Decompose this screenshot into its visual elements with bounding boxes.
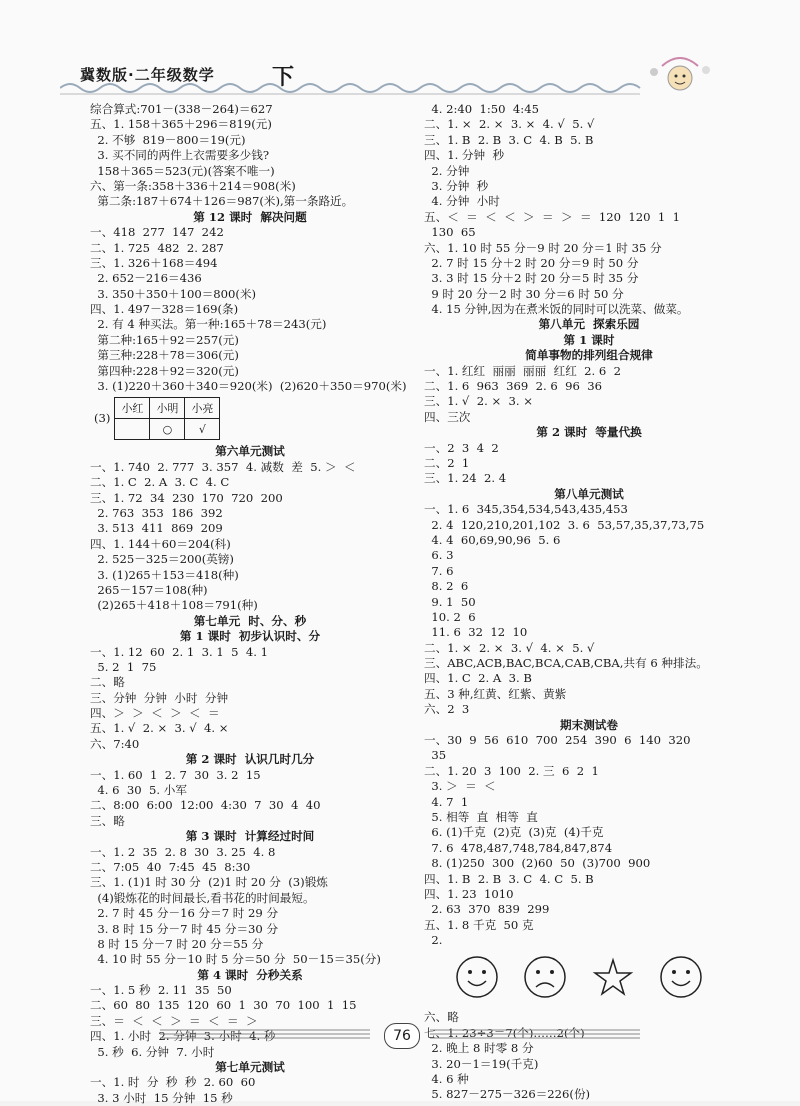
section-heading: 第 2 课时 认识几时几分 bbox=[185, 752, 315, 767]
header-title: 冀数版·二年级数学 bbox=[80, 66, 215, 84]
answer-line: 五、1. 158＋365＋296＝819(元) bbox=[90, 117, 272, 132]
answer-line: 4. 6 30 5. 小军 bbox=[90, 783, 187, 798]
answer-line: 一、418 277 147 242 bbox=[90, 225, 224, 240]
answer-line: 二、1. × 2. × 3. × 4. √ 5. √ bbox=[424, 117, 595, 132]
section-heading: 第八单元测试 bbox=[554, 486, 624, 501]
answer-line: 8 时 15 分－7 时 20 分＝55 分 bbox=[90, 936, 264, 951]
answer-line: 一、30 9 56 610 700 254 390 6 140 320 bbox=[424, 733, 691, 748]
left-column bbox=[90, 102, 410, 1106]
answer-line: (2)265＋418＋108＝791(种) bbox=[90, 598, 258, 613]
answer-line: 第四种:228＋92＝320(元) bbox=[90, 363, 239, 378]
answer-line: 六、7:40 bbox=[90, 736, 140, 751]
answer-line: 8. (1)250 300 (2)60 50 (3)700 900 bbox=[424, 856, 651, 871]
frown-icon bbox=[522, 954, 568, 1000]
section-heading: 简单事物的排列组合规律 bbox=[525, 348, 653, 363]
answer-line: 二、1. C 2. A 3. C 4. C bbox=[90, 475, 230, 490]
section-heading: 第六单元测试 bbox=[215, 444, 285, 459]
answer-line: 3. 买不同的两件上衣需要多少钱? bbox=[90, 148, 270, 163]
answer-line: 七、1. 23÷3＝7(个)……2(个) bbox=[424, 1025, 585, 1040]
answer-line: 二、1. 6 963 369 2. 6 96 36 bbox=[424, 379, 603, 394]
grid-mark: √ bbox=[185, 419, 220, 440]
answer-line: 四、1. 144＋60＝204(科) bbox=[90, 536, 231, 551]
answer-line: 一、1. 2 35 2. 8 30 3. 25 4. 8 bbox=[90, 844, 276, 859]
answer-line: 五、1. 8 千克 50 克 bbox=[424, 917, 534, 932]
answer-line: 五、1. √ 2. × 3. √ 4. × bbox=[90, 721, 229, 736]
answer-line: 3. 20－1＝19(千克) bbox=[424, 1056, 539, 1071]
answer-line: 三、1. B 2. B 3. C 4. B 5. B bbox=[424, 132, 594, 147]
answer-line: 5. 827－275－326＝226(份) bbox=[424, 1087, 591, 1102]
answer-line: 五、3 种,红黄、红紫、黄紫 bbox=[424, 686, 567, 701]
answer-line: 3. ＞ ＝ ＜ bbox=[424, 779, 496, 794]
answer-line: 六、2 3 bbox=[424, 702, 470, 717]
answer-line: 综合算式:701－(338－264)＝627 bbox=[90, 102, 273, 116]
header-volume: 下 bbox=[272, 65, 295, 90]
answer-line: 三、分钟 分钟 小时 分钟 bbox=[90, 690, 229, 705]
section-heading: 第 3 课时 计算经过时间 bbox=[185, 829, 315, 844]
header-cartoon-icon bbox=[640, 48, 720, 98]
answer-line: 六、1. 10 时 55 分－9 时 20 分＝1 时 35 分 bbox=[424, 240, 662, 255]
answer-line: 35 bbox=[424, 748, 447, 763]
answer-line: 130 65 bbox=[424, 225, 476, 240]
answer-line: 4. 6 种 bbox=[424, 1072, 469, 1087]
answer-line: 4. 4 60,69,90,96 5. 6 bbox=[424, 532, 561, 547]
answer-line: 2. 有 4 种买法。第一种:165＋78＝243(元) bbox=[90, 317, 327, 332]
answer-line: 2. 晚上 8 时零 8 分 bbox=[424, 1041, 534, 1056]
answer-line: 四、＞ ＞ ＜ ＞ ＜ ＝ bbox=[90, 706, 220, 721]
answer-line: 一、1. 740 2. 777 3. 357 4. 减数 差 5. ＞ ＜ bbox=[90, 459, 356, 474]
answer-line: 一、1. 12 60 2. 1 3. 1 5 4. 1 bbox=[90, 644, 269, 659]
answer-line: 3. 513 411 869 209 bbox=[90, 521, 223, 536]
answer-line: 二、1. 725 482 2. 287 bbox=[90, 240, 224, 255]
grid-header: 小亮 bbox=[185, 398, 220, 419]
answer-line: 四、1. C 2. A 3. B bbox=[424, 671, 532, 686]
answer-line: 三、1. (1)1 时 30 分 (2)1 时 20 分 (3)锻炼 bbox=[90, 875, 328, 890]
smile-icon bbox=[454, 954, 500, 1000]
section-heading: 第 2 课时 等量代换 bbox=[536, 425, 642, 440]
answer-line: 三、1. 24 2. 4 bbox=[424, 471, 507, 486]
smile-icon bbox=[658, 954, 704, 1000]
answer-line: 四、1. B 2. B 3. C 4. C 5. B bbox=[424, 871, 594, 886]
answer-line: 3. 分钟 秒 bbox=[424, 178, 489, 193]
answer-line: 3. 8 时 15 分－7 时 45 分＝30 分 bbox=[90, 921, 279, 936]
answer-grid bbox=[94, 397, 410, 440]
answer-line: 2. 分钟 bbox=[424, 163, 470, 178]
answer-line: 四、1. 23 1010 bbox=[424, 886, 514, 901]
answer-line: 一、1. 5 秒 2. 11 35 50 bbox=[90, 983, 232, 998]
grid-mark bbox=[115, 419, 150, 440]
section-heading: 第 12 课时 解决问题 bbox=[193, 209, 307, 224]
answer-line: 4. 2:40 1:50 4:45 bbox=[424, 102, 539, 116]
answer-line: 一、1. 时 分 秒 秒 2. 60 60 bbox=[90, 1075, 256, 1090]
answer-line: 3. 3 小时 15 分钟 15 秒 bbox=[90, 1090, 233, 1105]
answer-line: 三、略 bbox=[90, 813, 125, 828]
answer-line: (4)锻炼花的时间最长,看书花的时间最短。 bbox=[90, 890, 315, 905]
answer-line: 5. 相等 直 相等 直 bbox=[424, 809, 538, 824]
grid-header: 小红 bbox=[115, 398, 150, 419]
answer-line: 三、＝ ＜ ＜ ＞ ＝ ＜ ＝ ＞ bbox=[90, 1013, 258, 1028]
answer-line: 三、1. 326＋168＝494 bbox=[90, 255, 218, 270]
answer-line: 二、8:00 6:00 12:00 4:30 7 30 4 40 bbox=[90, 798, 321, 813]
answer-line: 六、略 bbox=[424, 1010, 459, 1025]
answer-line: 158＋365＝523(元)(答案不唯一) bbox=[90, 163, 275, 178]
answer-line: 一、1. 60 1 2. 7 30 3. 2 15 bbox=[90, 767, 261, 782]
answer-line: 5. 秒 6. 分钟 7. 小时 bbox=[90, 1044, 215, 1059]
answer-line: 三、1. 72 34 230 170 720 200 bbox=[90, 490, 283, 505]
answer-line: 二、1. 20 3 100 2. 三 6 2 1 bbox=[424, 763, 599, 778]
answer-line: 2. 652－216＝436 bbox=[90, 271, 202, 286]
answer-line: 2. 4 120,210,201,102 3. 6 53,57,35,37,73,75 bbox=[424, 517, 705, 532]
star-icon bbox=[590, 954, 636, 1000]
answer-line: 二、2 1 bbox=[424, 455, 470, 470]
answer-line: 6. (1)千克 (2)克 (3)克 (4)千克 bbox=[424, 825, 604, 840]
answer-line: 9 时 20 分－2 时 30 分＝6 时 50 分 bbox=[424, 286, 624, 301]
answer-line: 四、三次 bbox=[424, 409, 471, 424]
answer-line: 三、ABC,ACB,BAC,BCA,CAB,CBA,共有 6 种排法。 bbox=[424, 656, 708, 671]
answer-line: 2. 不够 819－800＝19(元) bbox=[90, 132, 246, 147]
section-heading: 第七单元 时、分、秒 bbox=[193, 613, 307, 628]
answer-line: 4. 7 1 bbox=[424, 794, 469, 809]
answer-line: 9. 1 50 bbox=[424, 594, 476, 609]
answer-line: 6. 3 bbox=[424, 548, 454, 563]
answer-line: 3. (1)265＋153＝418(种) bbox=[90, 567, 239, 582]
section-heading: 第 4 课时 分秒关系 bbox=[197, 967, 303, 982]
answer-line: 2. 7 时 15 分＋2 时 20 分＝9 时 50 分 bbox=[424, 255, 639, 270]
answer-line: 7. 6 478,487,748,784,847,874 bbox=[424, 840, 613, 855]
answer-line: 一、2 3 4 2 bbox=[424, 440, 499, 455]
answer-line: 第三种:228＋78＝306(元) bbox=[90, 348, 239, 363]
section-heading: 第八单元 探索乐园 bbox=[538, 317, 640, 332]
answer-line: 2. bbox=[424, 933, 443, 948]
section-heading: 第 1 课时 bbox=[563, 332, 615, 347]
section-heading: 第七单元测试 bbox=[215, 1060, 285, 1075]
answer-line: 二、60 80 135 120 60 1 30 70 100 1 15 bbox=[90, 998, 357, 1013]
answer-line: 一、1. 红红 丽丽 丽丽 红红 2. 6 2 bbox=[424, 363, 622, 378]
right-column bbox=[424, 102, 754, 1103]
answer-line: 2. 763 353 186 392 bbox=[90, 505, 223, 520]
answer-line: 7. 6 bbox=[424, 563, 454, 578]
answer-line: 五、＜ ＝ ＜ ＜ ＞ ＝ ＞ ＝ 120 120 1 1 bbox=[424, 209, 681, 224]
answer-line: 10. 2 6 bbox=[424, 609, 476, 624]
answer-line: 二、略 bbox=[90, 675, 125, 690]
answer-line: 4. 15 分钟,因为在煮米饭的同时可以洗菜、做菜。 bbox=[424, 302, 689, 317]
grid-header: 小明 bbox=[150, 398, 185, 419]
answer-line: 4. 10 时 55 分－10 时 5 分＝50 分 50－15＝35(分) bbox=[90, 952, 381, 967]
answer-line: 2. 7 时 45 分－16 分＝7 时 29 分 bbox=[90, 906, 279, 921]
answer-line: 六、第一条:358＋336＋214＝908(米) bbox=[90, 178, 296, 193]
header-wave-border bbox=[60, 78, 740, 98]
grid-mark: ○ bbox=[150, 419, 185, 440]
answer-line: 2. 63 370 839 299 bbox=[424, 902, 550, 917]
answer-line: 四、1. 分钟 秒 bbox=[424, 148, 505, 163]
answer-line: 3. (1)220＋360＋340＝920(米) (2)620＋350＝970(米) bbox=[90, 379, 407, 394]
answer-line: 四、1. 497－328＝169(条) bbox=[90, 302, 239, 317]
answer-line: 第二种:165＋92＝257(元) bbox=[90, 332, 239, 347]
section-heading: 期末测试卷 bbox=[560, 717, 618, 732]
answer-line: 5. 2 1 75 bbox=[90, 659, 157, 674]
answer-line: 2. 525－325＝200(英镑) bbox=[90, 552, 234, 567]
answer-line: 四、1. 小时 2. 分钟 3. 小时 4. 秒 bbox=[90, 1029, 276, 1044]
answer-line: 第二条:187＋674＋126＝987(米),第一条路近。 bbox=[90, 194, 354, 209]
answer-line: 3. 3 时 15 分＋2 时 20 分＝5 时 35 分 bbox=[424, 271, 639, 286]
answer-line: 三、1. √ 2. × 3. × bbox=[424, 394, 533, 409]
answer-line: 4. 分钟 小时 bbox=[424, 194, 500, 209]
answer-line: 二、7:05 40 7:45 45 8:30 bbox=[90, 859, 251, 874]
answer-line: 二、1. × 2. × 3. √ 4. × 5. √ bbox=[424, 640, 595, 655]
answer-line: 265－157＝108(种) bbox=[90, 582, 208, 597]
answer-line: 一、1. 6 345,354,534,543,435,453 bbox=[424, 502, 628, 517]
section-heading: 第 1 课时 初步认识时、分 bbox=[179, 629, 321, 644]
faces-row bbox=[454, 954, 754, 1000]
page-number: 76 bbox=[384, 1023, 420, 1049]
answer-line: 3. 350＋350＋100＝800(米) bbox=[90, 286, 257, 301]
answer-line: 11. 6 32 12 10 bbox=[424, 625, 528, 640]
grid-label: (3) bbox=[94, 411, 111, 426]
answer-line: 8. 2 6 bbox=[424, 579, 469, 594]
